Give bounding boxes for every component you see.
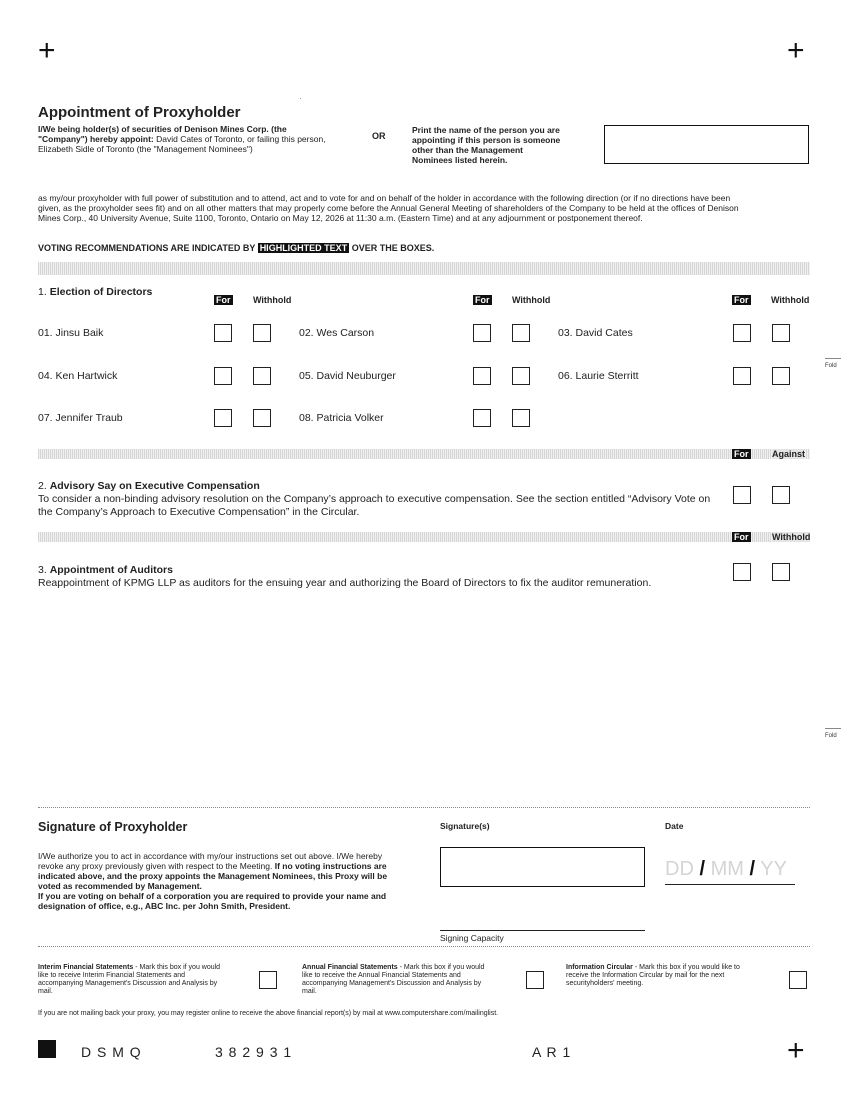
print-name-line: Print the name of the person you are <box>412 125 560 135</box>
auth-bold: If no voting instructions are <box>274 861 387 871</box>
withhold-checkbox[interactable] <box>253 367 271 385</box>
signing-capacity-label: Signing Capacity <box>440 933 504 943</box>
withhold-checkbox[interactable] <box>253 409 271 427</box>
heading-num: 3. <box>38 564 50 576</box>
col-withhold: Withhold <box>512 295 551 305</box>
signing-capacity-line[interactable] <box>440 930 645 931</box>
option-line: accompanying Management's Discussion and Analysis by <box>302 980 482 987</box>
corner-block <box>38 1040 56 1058</box>
option-line: accompanying Management's Discussion and Analysis by <box>38 980 218 987</box>
heading-text: Election of Directors <box>49 286 153 298</box>
director-name: 08. Patricia Volker <box>299 412 384 424</box>
account-code: 3 8 2 9 3 1 <box>215 1044 293 1060</box>
advisory-section <box>38 480 728 519</box>
for-checkbox[interactable] <box>473 409 491 427</box>
option-circular <box>566 964 781 988</box>
withhold-checkbox[interactable] <box>512 409 530 427</box>
option-interim <box>38 964 258 996</box>
advisory-text: the Company’s Approach to Executive Compensation” in the Circular. <box>38 506 360 518</box>
col-against: Against <box>772 449 806 459</box>
intro-line <box>38 134 368 144</box>
heading-text: Advisory Say on Executive Compensation <box>49 480 260 492</box>
annual-statements-checkbox[interactable] <box>526 971 544 989</box>
online-registration-note: If you are not mailing back your proxy, you may register online to receive the above financial report(s) by mail at www.computershare.com/mailinglist. <box>38 1010 499 1017</box>
col-for: For <box>216 295 231 305</box>
withhold-checkbox[interactable] <box>512 324 530 342</box>
option-line: securityholders' meeting. <box>566 980 644 987</box>
option-rest: - Mark this box if you would <box>397 964 485 971</box>
fold-label: Fold <box>825 363 837 369</box>
advisory-text: To consider a non-binding advisory resolution on the Company’s approach to executive compensation. See the section entitled “Advisory Vote on <box>38 493 711 505</box>
col-withhold: Withhold <box>253 295 292 305</box>
option-heading <box>566 964 781 972</box>
col-for: For <box>734 532 749 542</box>
signature-label: Signature(s) <box>440 821 490 831</box>
date-separator: / <box>699 858 706 880</box>
registration-mark: + <box>787 34 805 67</box>
interim-statements-checkbox[interactable] <box>259 971 277 989</box>
print-name-line: other than the Management <box>412 145 523 155</box>
auditors-text: Reappointment of KPMG LLP as auditors for the ensuing year and authorizing the Board of Directors to fix the auditor remuneration. <box>38 577 652 589</box>
for-checkbox[interactable] <box>214 324 232 342</box>
withhold-checkbox[interactable] <box>772 367 790 385</box>
section-heading-directors <box>38 286 152 299</box>
for-checkbox[interactable] <box>733 563 751 581</box>
print-name-instruction <box>412 125 592 165</box>
for-checkbox[interactable] <box>733 367 751 385</box>
registration-mark: + <box>787 1034 805 1067</box>
director-name: 05. David Neuburger <box>299 370 396 382</box>
auditors-section <box>38 564 728 590</box>
option-line: mail. <box>302 988 317 995</box>
proxyholder-name-field[interactable] <box>604 125 809 164</box>
date-yy: YY <box>760 858 787 880</box>
page-title: Appointment of Proxyholder <box>38 104 241 121</box>
for-checkbox[interactable] <box>733 486 751 504</box>
option-title: Interim Financial Statements <box>38 964 134 971</box>
for-checkbox[interactable] <box>473 324 491 342</box>
date-underline <box>665 884 795 885</box>
option-line: receive the Information Circular by mail for the next <box>566 972 725 979</box>
col-withhold: Withhold <box>772 532 811 542</box>
auth-line: I/We authorize you to act in accordance with my/our instructions set out above. I/We hereby <box>38 851 383 861</box>
option-annual <box>302 964 522 996</box>
auth-text: revoke any proxy previously given with respect to the Meeting. <box>38 861 275 871</box>
auth-line: designation of office, e.g., ABC Inc. per John Smith, President. <box>38 901 291 911</box>
date-label: Date <box>665 821 684 831</box>
auth-line: voted as recommended by Management. <box>38 881 202 891</box>
col-for: For <box>734 449 749 459</box>
withhold-checkbox[interactable] <box>772 324 790 342</box>
auth-line: If you are voting on behalf of a corporation you are required to provide your name and <box>38 891 387 901</box>
date-mm: MM <box>710 858 744 880</box>
option-title: Information Circular <box>566 964 633 971</box>
intro-company: "Company") hereby appoint: <box>38 134 154 144</box>
voting-rec-post: OVER THE BOXES. <box>349 243 435 253</box>
print-name-line: appointing if this person is someone <box>412 135 561 145</box>
signature-section-title: Signature of Proxyholder <box>38 820 188 834</box>
for-checkbox[interactable] <box>733 324 751 342</box>
for-checkbox[interactable] <box>473 367 491 385</box>
director-name: 07. Jennifer Traub <box>38 412 123 424</box>
heading-num: 1. <box>38 286 50 298</box>
auth-line <box>38 861 428 871</box>
director-name: 06. Laurie Sterritt <box>558 370 639 382</box>
registration-mark: + <box>38 34 56 67</box>
director-name: 04. Ken Hartwick <box>38 370 118 382</box>
advisory-heading <box>38 480 728 493</box>
section-divider <box>38 807 810 808</box>
director-name: 03. David Cates <box>558 327 633 339</box>
director-name: 01. Jinsu Baik <box>38 327 104 339</box>
date-separator: / <box>749 858 756 880</box>
withhold-checkbox[interactable] <box>772 563 790 581</box>
option-rest: - Mark this box if you would <box>133 964 221 971</box>
auditors-heading <box>38 564 728 577</box>
date-dd: DD <box>665 858 694 880</box>
speck <box>300 98 301 99</box>
option-line: mail. <box>38 988 53 995</box>
authority-line: as my/our proxyholder with full power of substitution and to attend, act and to vote for and on behalf of the holder in accordance with the following direction (or if no directions have been <box>38 193 731 203</box>
authority-line: Mines Corp., 40 University Avenue, Suite 1100, Toronto, Ontario on May 12, 2026 at 11:30 a.m. (Eastern Time) and at any adjournment or postponement thereof. <box>38 213 643 223</box>
for-checkbox[interactable] <box>214 367 232 385</box>
fold-line <box>825 358 841 359</box>
section-divider <box>38 262 810 275</box>
heading-text: Appointment of Auditors <box>49 564 173 576</box>
highlighted-text-sample: HIGHLIGHTED TEXT <box>259 243 348 253</box>
for-checkbox[interactable] <box>214 409 232 427</box>
section-divider <box>38 449 810 459</box>
information-circular-checkbox[interactable] <box>789 971 807 989</box>
against-checkbox[interactable] <box>772 486 790 504</box>
option-title: Annual Financial Statements <box>302 964 398 971</box>
intro-line: I/We being holder(s) of securities of Denison Mines Corp. (the <box>38 124 287 134</box>
intro-rest: David Cates of Toronto, or failing this person, <box>153 134 326 144</box>
appointment-intro <box>38 124 368 154</box>
withhold-checkbox[interactable] <box>253 324 271 342</box>
intro-line: Elizabeth Sidle of Toronto (the "Management Nominees") <box>38 144 253 154</box>
col-for: For <box>734 295 749 305</box>
option-heading <box>302 964 522 972</box>
option-line: like to receive the Annual Financial Statements and <box>302 972 461 979</box>
withhold-checkbox[interactable] <box>512 367 530 385</box>
print-name-line: Nominees listed herein. <box>412 155 508 165</box>
section-divider <box>38 946 810 947</box>
date-field[interactable] <box>665 858 795 881</box>
section-divider <box>38 532 810 542</box>
or-label: OR <box>372 131 386 141</box>
fold-label: Fold <box>825 733 837 739</box>
fold-line <box>825 728 841 729</box>
option-heading <box>38 964 258 972</box>
col-withhold: Withhold <box>771 295 810 305</box>
authority-line: given, as the proxyholder sees fit) and on all other matters that may properly come before the Annual General Meeting of shareholders of the Company to be held at the offices of Denison <box>38 203 739 213</box>
voting-rec-pre: VOTING RECOMMENDATIONS ARE INDICATED BY <box>38 243 258 253</box>
authority-text <box>38 193 818 223</box>
signature-authorization-text <box>38 851 428 911</box>
auth-line: indicated above, and the proxy appoints the Management Nominees, this Proxy will be <box>38 871 388 881</box>
director-name: 02. Wes Carson <box>299 327 375 339</box>
heading-num: 2. <box>38 480 50 492</box>
option-line: like to receive Interim Financial Statements and <box>38 972 186 979</box>
voting-recommendations-note <box>38 243 434 253</box>
option-rest: - Mark this box if you would like to <box>632 964 740 971</box>
form-code: D S M Q <box>81 1044 142 1060</box>
col-for: For <box>475 295 490 305</box>
version-code: A R 1 <box>532 1044 572 1060</box>
signature-field[interactable] <box>440 847 645 887</box>
